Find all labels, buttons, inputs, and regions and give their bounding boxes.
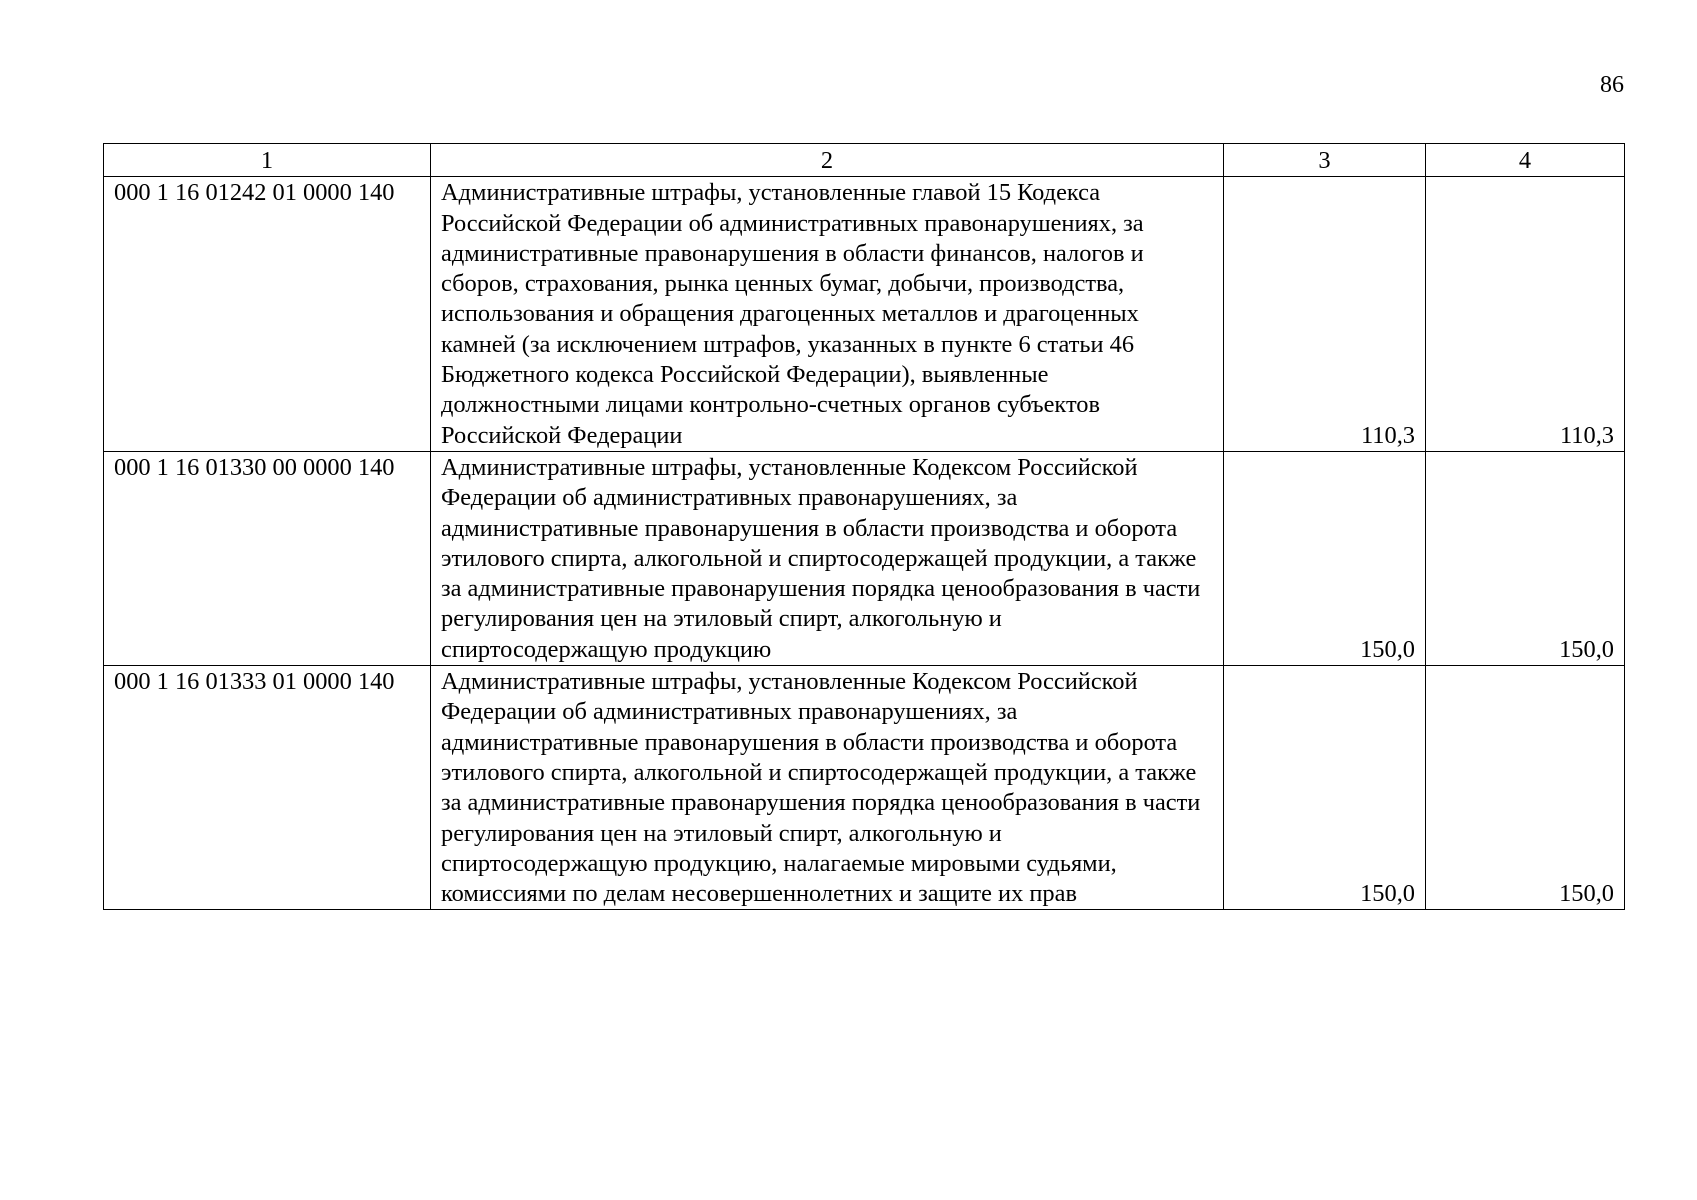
revenue-code-cell: 000 1 16 01242 01 0000 140 — [104, 177, 431, 452]
amount-col4-cell: 150,0 — [1426, 666, 1625, 910]
budget-table — [103, 143, 1625, 910]
table-row — [104, 666, 1625, 910]
revenue-code-cell: 000 1 16 01330 00 0000 140 — [104, 451, 431, 665]
column-header-1: 1 — [104, 144, 431, 177]
table-row — [104, 177, 1625, 452]
column-header-2: 2 — [431, 144, 1224, 177]
column-header-3: 3 — [1224, 144, 1426, 177]
amount-col4-cell: 150,0 — [1426, 451, 1625, 665]
column-header-4: 4 — [1426, 144, 1625, 177]
amount-col3-cell: 110,3 — [1224, 177, 1426, 452]
revenue-code-cell: 000 1 16 01333 01 0000 140 — [104, 666, 431, 910]
page-number: 86 — [1600, 72, 1624, 98]
amount-col3-cell: 150,0 — [1224, 666, 1426, 910]
amount-col4-cell: 110,3 — [1426, 177, 1625, 452]
table-header-row — [104, 144, 1625, 177]
description-cell: Административные штрафы, установленные Кодексом Российской Федерации об административных правонарушениях, за административные правонарушения в области производства и оборота этилового спирта, алкогольной и спиртосодержащей продукции, а также за административные правонарушения порядка ценообразования в части регулирования цен на этиловый спирт, алкогольную и спиртосодержащую продукцию, налагаемые мировыми судьями, комиссиями по делам несовершеннолетних и защите их прав — [431, 666, 1224, 910]
description-cell: Административные штрафы, установленные Кодексом Российской Федерации об административных правонарушениях, за административные правонарушения в области производства и оборота этилового спирта, алкогольной и спиртосодержащей продукции, а также за административные правонарушения порядка ценообразования в части регулирования цен на этиловый спирт, алкогольную и спиртосодержащую продукцию — [431, 451, 1224, 665]
amount-col3-cell: 150,0 — [1224, 451, 1426, 665]
description-cell: Административные штрафы, установленные главой 15 Кодекса Российской Федерации об административных правонарушениях, за административные правонарушения в области финансов, налогов и сборов, страхования, рынка ценных бумаг, добычи, производства, использования и обращения драгоценных металлов и драгоценных камней (за исключением штрафов, указанных в пункте 6 статьи 46 Бюджетного кодекса Российской Федерации), выявленные должностными лицами контрольно-счетных органов субъектов Российской Федерации — [431, 177, 1224, 452]
table-row — [104, 451, 1625, 665]
